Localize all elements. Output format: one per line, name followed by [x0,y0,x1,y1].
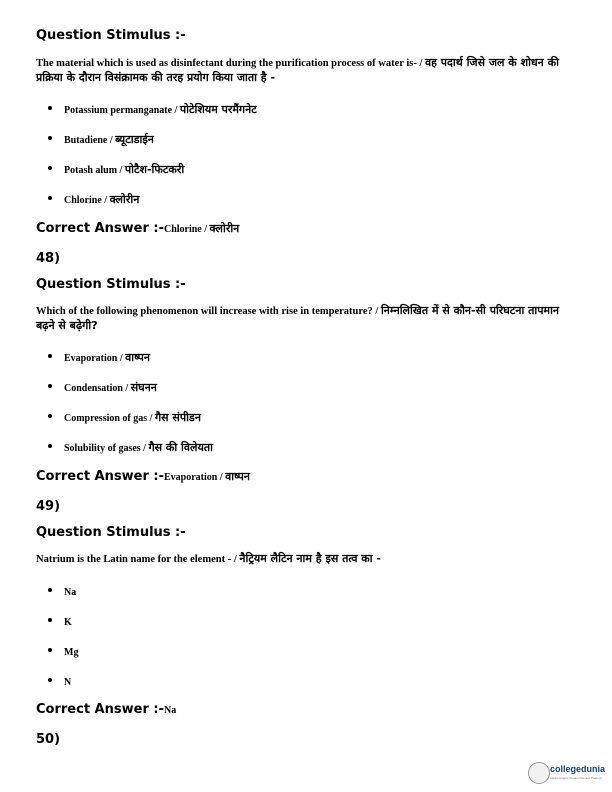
option-hi: गैस की विलेयता [148,441,213,454]
option-item [48,160,184,178]
option-en: Chlorine / [64,195,110,206]
option-hi: वाष्पन [125,351,150,364]
option-en: Butadiene / [64,135,116,146]
logo-text: collegedunia [550,764,606,774]
question-stimulus-heading: Question Stimulus :- [36,277,186,292]
bullet-icon [48,106,52,110]
option-en: Evaporation / [64,353,126,364]
question-text-hi: नैट्रियम लैटिन नाम है इस तत्व का - [239,552,381,565]
question-text [36,552,576,567]
option-en: Solubility of gases / [64,443,149,454]
correct-answer-label: Correct Answer :- [36,469,164,484]
option-item [48,130,154,148]
option-en: N [64,677,72,688]
correct-answer-hi: वाष्पन [225,470,250,483]
question-text [36,304,576,334]
correct-answer-en: Na [163,705,177,716]
option-item [48,100,257,118]
correct-answer-en: Chlorine / [163,224,210,235]
option-hi: गैस संपीडन [154,411,201,424]
question-text-en: Natrium is the Latin name for the element - / [36,554,240,565]
option-en: Potassium permanganate / [64,105,180,116]
bullet-icon [48,444,52,448]
question-text [36,56,576,86]
question-stimulus-heading: Question Stimulus :- [36,28,186,43]
option-en: Mg [64,647,79,658]
option-item [48,378,157,396]
option-hi: पोटैश-फिटकरी [124,163,185,176]
bullet-icon [48,136,52,140]
correct-answer-label: Correct Answer :- [36,221,164,236]
option-en: Potash alum / [64,165,125,176]
option-item [48,438,213,456]
option-en: K [64,617,72,628]
option-hi: ब्यूटाडाईन [115,133,154,146]
question-number: 50) [36,732,61,747]
mascot-icon [528,762,550,784]
bullet-icon [48,354,52,358]
question-text-hi: निम्नलिखित में से कौन-सी परिघटना तापमान बढ़ने से बढ़ेगी? [36,304,560,332]
option-en: Na [64,587,77,598]
bullet-icon [48,196,52,200]
option-en: Compression of gas / [64,413,155,424]
bullet-icon [48,384,52,388]
option-en: Condensation / [64,383,131,394]
question-stimulus-heading: Question Stimulus :- [36,525,186,540]
question-text-en: The material which is used as disinfectant during the purification process of water is- / [36,58,425,69]
option-item [48,190,139,208]
option-item [48,672,71,690]
option-item [48,408,201,426]
question-number: 49) [36,499,61,514]
option-item [48,612,72,630]
logo-tagline: India's largest Student Review Platform [550,776,603,780]
correct-answer [36,467,250,485]
bullet-icon [48,588,52,592]
option-hi: क्लोरीन [109,193,140,206]
question-text-hi: वह पदार्थ जिसे जल के शोधन की प्रक्रिया के दौरान विसंक्रामक की तरह प्रयोग किया जाता है - [36,56,559,84]
correct-answer-label: Correct Answer :- [36,702,164,717]
correct-answer-hi: क्लोरीन [209,222,240,235]
option-item [48,348,150,366]
correct-answer-en: Evaporation / [163,472,226,483]
bullet-icon [48,414,52,418]
correct-answer [36,219,239,237]
option-hi: संघनन [130,381,157,394]
collegedunia-logo [528,760,608,788]
question-text-en: Which of the following phenomenon will increase with rise in temperature? / [36,306,381,317]
bullet-icon [48,648,52,652]
option-item [48,582,76,600]
bullet-icon [48,678,52,682]
bullet-icon [48,166,52,170]
option-item [48,642,78,660]
question-number: 48) [36,251,61,266]
option-hi: पोटेशियम परमैंगनेट [179,103,257,116]
bullet-icon [48,618,52,622]
correct-answer [36,700,176,718]
